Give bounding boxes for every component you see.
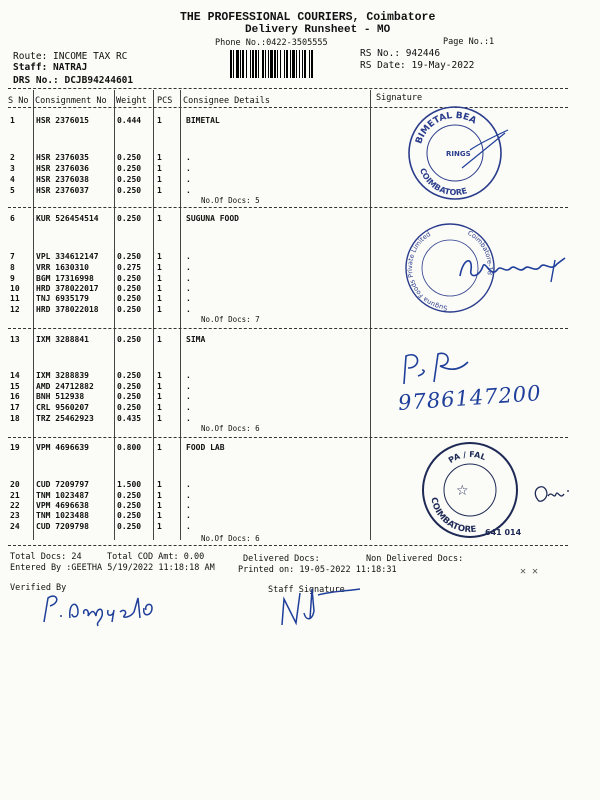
pcs-cell: 1 — [157, 335, 162, 344]
sno-cell: 5 — [10, 186, 15, 195]
details-cell: . — [186, 274, 191, 283]
weight-cell: 0.250 — [117, 175, 142, 184]
consignment-cell: HSR 2376036 — [36, 164, 89, 173]
weight-cell: 0.250 — [117, 382, 142, 391]
consignment-cell: HSR 2376037 — [36, 186, 89, 195]
group-divider — [8, 328, 568, 329]
consignment-cell: VPL 334612147 — [36, 252, 99, 261]
table-row — [0, 305, 600, 316]
consignment-cell: VRR 1630310 — [36, 263, 89, 272]
pcs-cell: 1 — [157, 214, 162, 223]
phone-number: Phone No.:0422-3505555 — [215, 38, 328, 48]
details-cell: . — [186, 186, 191, 195]
consignment-cell: BGM 17316998 — [36, 274, 94, 283]
svg-text:COIMBATORE — [418, 167, 468, 197]
table-row — [0, 214, 600, 225]
pcs-cell: 1 — [157, 392, 162, 401]
pcs-cell: 1 — [157, 305, 162, 314]
consignment-cell: VPM 4696639 — [36, 443, 89, 452]
total-docs: Total Docs: 24 — [10, 552, 82, 562]
corner-mark: ✕ ✕ — [520, 566, 539, 577]
consignment-cell: CUD 7209798 — [36, 522, 89, 531]
weight-cell: 0.250 — [117, 284, 142, 293]
pcs-cell: 1 — [157, 382, 162, 391]
table-row — [0, 335, 600, 346]
foodlab-signature — [528, 480, 578, 510]
sno-cell: 1 — [10, 116, 15, 125]
pcs-cell: 1 — [157, 522, 162, 531]
weight-cell: 0.250 — [117, 214, 142, 223]
consignment-cell: HRD 378022017 — [36, 284, 99, 293]
suguna-signature — [455, 248, 575, 288]
sno-cell: 8 — [10, 263, 15, 272]
pcs-cell: 1 — [157, 443, 162, 452]
pcs-cell: 1 — [157, 501, 162, 510]
details-cell: . — [186, 501, 191, 510]
sima-signature — [398, 348, 478, 388]
table-row — [0, 164, 600, 175]
docs-count: No.Of Docs: 7 — [201, 315, 260, 324]
pcs-cell: 1 — [157, 153, 162, 162]
stamp-text-left: Suguna Foods Private Limited — [405, 230, 448, 312]
route: Route: INCOME TAX RC — [13, 51, 128, 62]
header-rule-top — [8, 88, 568, 89]
weight-cell: 0.250 — [117, 252, 142, 261]
details-cell: SIMA — [186, 335, 206, 344]
sno-cell: 18 — [10, 414, 20, 423]
entered-by: Entered By :GEETHA 5/19/2022 11:18:18 AM — [10, 563, 215, 573]
sno-cell: 6 — [10, 214, 15, 223]
pcs-cell: 1 — [157, 403, 162, 412]
details-cell: . — [186, 522, 191, 531]
sno-cell: 12 — [10, 305, 20, 314]
weight-cell: 0.250 — [117, 491, 142, 500]
sno-cell: 22 — [10, 501, 20, 510]
details-cell: . — [186, 305, 191, 314]
col-header-details: Consignee Details — [183, 96, 270, 106]
table-row — [0, 116, 600, 127]
consignment-cell: BNH 512938 — [36, 392, 85, 401]
consignment-cell: CRL 9560207 — [36, 403, 89, 412]
handwritten-phone: 9786147200 — [397, 381, 543, 415]
table-row — [0, 371, 600, 382]
pcs-cell: 1 — [157, 252, 162, 261]
weight-cell: 0.275 — [117, 263, 142, 272]
weight-cell: 0.250 — [117, 371, 142, 380]
consignment-cell: HRD 378022018 — [36, 305, 99, 314]
sno-cell: 7 — [10, 252, 15, 261]
weight-cell: 0.250 — [117, 274, 142, 283]
details-cell: . — [186, 153, 191, 162]
non-delivered-docs: Non Delivered Docs: — [366, 554, 464, 564]
runsheet-title: Delivery Runsheet - MO — [245, 24, 391, 36]
details-cell: . — [186, 511, 191, 520]
details-cell: . — [186, 294, 191, 303]
details-cell: FOOD LAB — [186, 443, 225, 452]
barcode — [230, 50, 354, 78]
bimetal-stamp — [400, 98, 510, 208]
stamp-text-right: Coimbatore-18 — [466, 228, 495, 276]
sno-cell: 20 — [10, 480, 20, 489]
col-header-consignment: Consignment No — [35, 96, 107, 106]
staff-signature — [278, 585, 368, 630]
col-header-sno: S No — [8, 96, 29, 106]
docs-count: No.Of Docs: 6 — [201, 424, 260, 433]
pcs-cell: 1 — [157, 371, 162, 380]
stamp-text-left: COIMBATORE — [428, 496, 477, 536]
details-cell: . — [186, 164, 191, 173]
weight-cell: 0.250 — [117, 153, 142, 162]
details-cell: BIMETAL — [186, 116, 220, 125]
pcs-cell: 1 — [157, 511, 162, 520]
sno-cell: 13 — [10, 335, 20, 344]
verified-by-label: Verified By — [10, 583, 67, 593]
details-cell: . — [186, 392, 191, 401]
consignment-cell: TNJ 6935179 — [36, 294, 89, 303]
drs-number: DRS No.: DCJB94244601 — [13, 75, 134, 86]
details-cell: . — [186, 263, 191, 272]
pcs-cell: 1 — [157, 274, 162, 283]
docs-count: No.Of Docs: 6 — [201, 534, 260, 543]
details-cell: . — [186, 284, 191, 293]
weight-cell: 0.444 — [117, 116, 142, 125]
weight-cell: 0.250 — [117, 305, 142, 314]
delivered-docs: Delivered Docs: — [243, 554, 320, 564]
company-name: THE PROFESSIONAL COURIERS, Coimbatore — [180, 11, 436, 24]
sno-cell: 4 — [10, 175, 15, 184]
sno-cell: 19 — [10, 443, 20, 452]
pcs-cell: 1 — [157, 294, 162, 303]
weight-cell: 0.800 — [117, 443, 142, 452]
sno-cell: 3 — [10, 164, 15, 173]
total-cod: Total COD Amt: 0.00 — [107, 552, 205, 562]
weight-cell: 0.250 — [117, 511, 142, 520]
details-cell: . — [186, 382, 191, 391]
weight-cell: 0.250 — [117, 501, 142, 510]
details-cell: . — [186, 371, 191, 380]
svg-text:Suguna Foods Private Limited — [406, 230, 448, 312]
weight-cell: 0.250 — [117, 164, 142, 173]
sno-cell: 17 — [10, 403, 20, 412]
weight-cell: 0.250 — [117, 403, 142, 412]
sno-cell: 2 — [10, 153, 15, 162]
weight-cell: 0.250 — [117, 186, 142, 195]
svg-text:PA / FAL — [447, 450, 487, 465]
rs-date: RS Date: 19-May-2022 — [360, 60, 475, 71]
pcs-cell: 1 — [157, 175, 162, 184]
details-cell: . — [186, 175, 191, 184]
stamp-text-bottom: COIMBATORE — [417, 166, 469, 198]
details-cell: . — [186, 480, 191, 489]
weight-cell: 0.250 — [117, 392, 142, 401]
consignment-cell: HSR 2376038 — [36, 175, 89, 184]
consignment-cell: TNM 1023488 — [36, 511, 89, 520]
table-row — [0, 414, 600, 425]
svg-text:☆: ☆ — [456, 483, 469, 499]
table-row — [0, 186, 600, 197]
table-row — [0, 294, 600, 305]
consignment-cell: KUR 526454514 — [36, 214, 99, 223]
weight-cell: 0.250 — [117, 294, 142, 303]
details-cell: . — [186, 403, 191, 412]
pcs-cell: 1 — [157, 491, 162, 500]
pcs-cell: 1 — [157, 263, 162, 272]
consignment-cell: VPM 4696638 — [36, 501, 89, 510]
rs-number: RS No.: 942446 — [360, 48, 441, 59]
table-bottom-rule — [8, 545, 568, 546]
pcs-cell: 1 — [157, 480, 162, 489]
stamp-text-top: PA / FAL — [446, 449, 488, 465]
foodlab-stamp — [415, 435, 525, 545]
consignment-cell: HSR 2376035 — [36, 153, 89, 162]
weight-cell: 0.435 — [117, 414, 142, 423]
details-cell: SUGUNA FOOD — [186, 214, 239, 223]
staff-signature-label: Staff Signature — [268, 585, 345, 595]
pcs-cell: 1 — [157, 414, 162, 423]
sno-cell: 15 — [10, 382, 20, 391]
consignment-cell: TNM 1023487 — [36, 491, 89, 500]
sno-cell: 16 — [10, 392, 20, 401]
weight-cell: 1.500 — [117, 480, 142, 489]
consignment-cell: IXM 3288841 — [36, 335, 89, 344]
consignment-cell: HSR 2376015 — [36, 116, 89, 125]
weight-cell: 0.250 — [117, 335, 142, 344]
sno-cell: 10 — [10, 284, 20, 293]
consignment-cell: CUD 7209797 — [36, 480, 89, 489]
staff: Staff: NATRAJ — [13, 62, 88, 73]
docs-count: No.Of Docs: 5 — [201, 196, 260, 205]
consignment-cell: IXM 3288839 — [36, 371, 89, 380]
pcs-cell: 1 — [157, 284, 162, 293]
weight-cell: 0.250 — [117, 522, 142, 531]
pcs-cell: 1 — [157, 164, 162, 173]
sno-cell: 24 — [10, 522, 20, 531]
col-header-signature: Signature — [376, 93, 423, 103]
details-cell: . — [186, 491, 191, 500]
stamp-text-top: BIMETAL BEA — [414, 110, 478, 146]
sno-cell: 14 — [10, 371, 20, 380]
pcs-cell: 1 — [157, 186, 162, 195]
sno-cell: 23 — [10, 511, 20, 520]
sno-cell: 21 — [10, 491, 20, 500]
table-row — [0, 153, 600, 164]
table-row — [0, 175, 600, 186]
col-header-pcs: PCS — [157, 96, 173, 106]
printed-on: Printed on: 19-05-2022 11:18:31 — [238, 565, 397, 575]
stamp-text-bottom: 641 014 — [485, 528, 522, 537]
stamp-text-center: RINGS — [446, 150, 471, 158]
col-header-weight: Weight — [116, 96, 147, 106]
page-number: Page No.:1 — [443, 37, 495, 47]
consignment-cell: TRZ 25462923 — [36, 414, 94, 423]
consignment-cell: AMD 24712882 — [36, 382, 94, 391]
sno-cell: 11 — [10, 294, 20, 303]
details-cell: . — [186, 414, 191, 423]
verified-by-signature — [38, 588, 178, 628]
pcs-cell: 1 — [157, 116, 162, 125]
details-cell: . — [186, 252, 191, 261]
sno-cell: 9 — [10, 274, 15, 283]
